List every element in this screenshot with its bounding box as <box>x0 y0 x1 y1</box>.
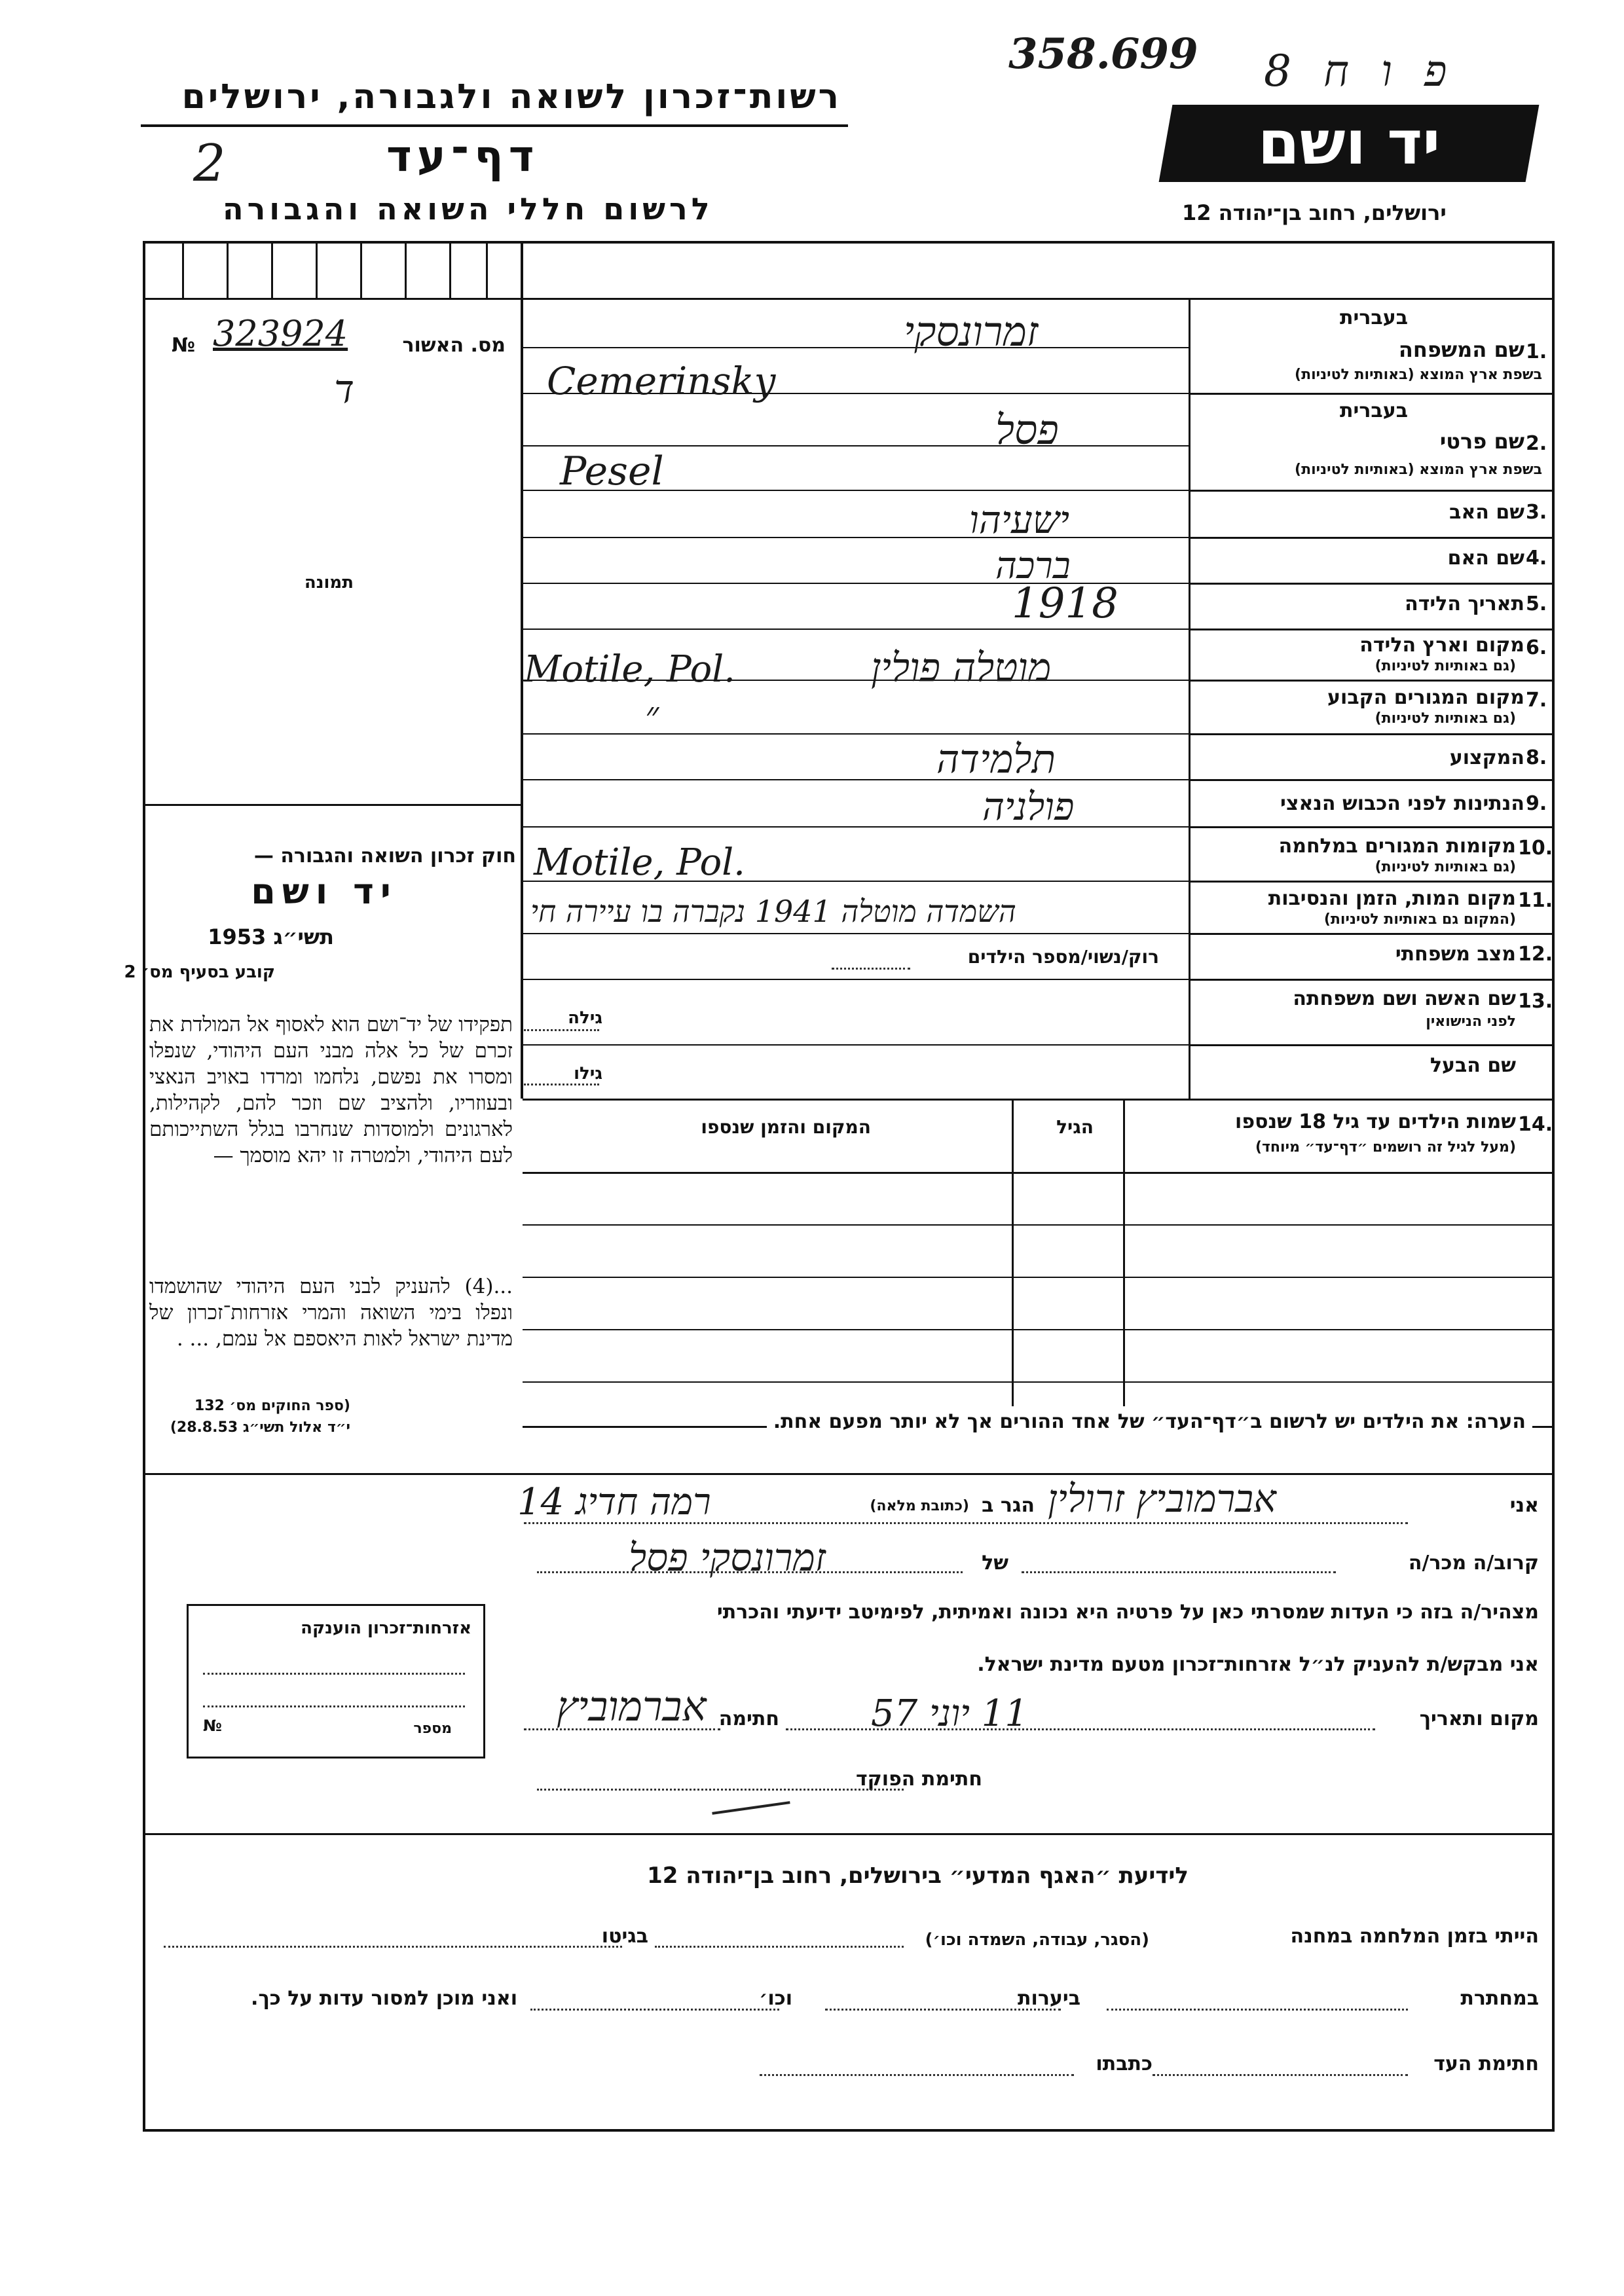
citizenship-title: אזרחות־זכרון הוענקה <box>301 1618 471 1638</box>
field8-value[interactable]: תלמידה <box>936 737 1056 782</box>
decl-address[interactable]: רמה חדיג 14 <box>517 1481 711 1523</box>
field6-value-latin[interactable]: Motile, Pol. <box>524 648 735 691</box>
field3-num: 3. <box>1526 501 1547 524</box>
field12-value: רוק/נשוי/מספר הילדים <box>967 946 1159 968</box>
children-title: שמות הילדים עד גיל 18 שנספו <box>1235 1110 1516 1133</box>
field10-sub: (גם באותיות לטיניות) <box>1375 859 1516 875</box>
footer-line1-a: הייתי בזמן המלחמה במחנה <box>1290 1925 1539 1948</box>
photo-label: תמונה <box>304 573 354 592</box>
form-frame <box>143 241 1555 2132</box>
footer-line1-c: בגיטו <box>601 1925 648 1948</box>
field4-label: שם האם <box>1447 547 1524 570</box>
field4-value[interactable]: ברכה <box>995 545 1071 587</box>
field5-label: תאריך הלידה <box>1405 592 1524 615</box>
registration-number: 323924 <box>213 313 348 354</box>
field12-label: מצב משפחתי <box>1395 943 1516 966</box>
field1-sub: בשפת ארץ המוצא (באותיות לטיניות) <box>1295 367 1542 383</box>
field3-label: שם האב <box>1449 501 1524 524</box>
no-symbol: № <box>172 334 196 357</box>
law-para2: ...(4) להעניק לבני העם היהודי שהושמדו ונפלו בימי השואה והמרי אזרחות־זכרון של מדינת ישראל לאות היאספם אל עמם, ... . <box>149 1275 513 1351</box>
field2-value-he[interactable]: פסל <box>995 406 1059 454</box>
decl-lives-at: הגר ב <box>982 1494 1035 1517</box>
address: ירושלים, רחוב בן־יהודה 12 <box>1182 200 1447 225</box>
decl-relative-of[interactable]: זמרונסקי פסל <box>629 1535 826 1580</box>
field9-num: 9. <box>1526 792 1547 815</box>
footer-title: לידיעת ״האגף המדעי״ בירושלים, רחוב בן־יהודה 12 <box>647 1863 1189 1889</box>
law-source1: (ספר החוקים מס׳ 132 <box>194 1398 350 1414</box>
children-sub: (מעל לגיל זה רושמים ״דף־עד״ מיוחד) <box>1255 1139 1516 1156</box>
field7-num: 7. <box>1526 689 1547 712</box>
logo-text: יד ושם <box>1257 108 1441 178</box>
field2-label: שם פרטי <box>1439 429 1524 454</box>
field7-label: מקום המגורים הקבוע <box>1327 686 1524 709</box>
footer-line1-b: (הסגר, עבודה, השמדה וכו׳) <box>925 1930 1149 1950</box>
top-note-letters: פ ו ח 8 <box>1264 46 1456 96</box>
field9-value[interactable]: פולניה <box>982 784 1075 829</box>
yad-vashem-logo <box>1159 105 1540 182</box>
decl-signature-label: חתימה <box>718 1707 779 1730</box>
decl-place-date[interactable]: 11 יוני 57 <box>871 1692 1029 1735</box>
decl-statement1: מצהיר/ה בזה כי העדות שמסרתי כאן על פרטיה היא נכונה ואמיתית, לפימיטב ידיעתי והכרתי <box>716 1601 1539 1624</box>
field2-sub: בשפת ארץ המוצא (באותיות לטיניות) <box>1295 462 1542 478</box>
field10-value-latin[interactable]: Motile, Pol. <box>534 841 745 884</box>
field1-tag: בעברית <box>1340 306 1408 329</box>
decl-of: של <box>982 1552 1008 1575</box>
decl-place-date-label: מקום ותאריך <box>1419 1707 1539 1730</box>
registration-label: מס. האשור <box>402 334 506 357</box>
citizenship-number-label: מספר <box>413 1721 452 1737</box>
footer-line2-b: ביערות <box>1018 1987 1080 2010</box>
field11-value[interactable]: השמדה מוטלה 1941 נקברה בו עיירה חי <box>530 894 1016 929</box>
decl-official-label: חתימת הפוקד <box>856 1768 982 1791</box>
field1-num: 1. <box>1526 340 1547 363</box>
field7-sub: (גם באותיות לטיניות) <box>1375 710 1516 727</box>
field13-sub: לפני הנישואין <box>1426 1013 1516 1030</box>
field11-sub: (המקום גם באותיות לטיניות) <box>1323 911 1516 928</box>
citizenship-no-symbol: № <box>203 1717 222 1735</box>
husband-age-label: גילו <box>574 1064 602 1084</box>
field6-value-he[interactable]: מוטלה פולין <box>871 645 1052 691</box>
field1-value-he[interactable]: זמרונסקי <box>904 308 1039 355</box>
field2-num: 2. <box>1526 432 1547 455</box>
footer-line2-c: וכו׳ <box>759 1987 792 2010</box>
form-subtitle: לרשום חללי השואה והגבורה <box>223 191 714 227</box>
decl-ani: אני <box>1509 1494 1539 1517</box>
decl-relative: קרוב/ה מכר/ה <box>1408 1552 1539 1575</box>
decl-signature[interactable]: אברמוביץ <box>557 1683 707 1730</box>
decl-statement2: אני מבקש/ת להעניק לנ״ל אזרחות־זכרון מטעם מדינת ישראל. <box>977 1653 1539 1676</box>
field10-num: 10. <box>1518 837 1553 860</box>
field8-num: 8. <box>1526 746 1547 769</box>
note: הערה: את הילדים יש לרשום ב״דף־העד״ של אחד ההורים אך לא יותר מפעם אחת. <box>767 1406 1532 1437</box>
law-para1: תפקידו של יד־ושם הוא לאסוף אל המולדת את זכרם של כל אלה מבני העם היהודי, שנפלו ומסרו את נפשם, נלחמו ומרדו באויב הנאצי ובעוזריו, ולהציב שם וזכר להם, לקהילות, לארגונים ולמוסדות שנחרבו בגלל השתייכותם לעם היהודי, ולמטרה זו יהא מוסמך — <box>149 1013 513 1167</box>
field4-num: 4. <box>1526 547 1547 570</box>
footer-line2-a: במחתרת <box>1460 1987 1539 2010</box>
children-num: 14. <box>1518 1113 1553 1136</box>
law-title: חוק זכרון השואה והגבורה — <box>253 845 516 867</box>
law-year: תשי״ג 1953 <box>208 924 334 949</box>
field2-value-latin[interactable]: Pesel <box>560 448 664 494</box>
field10-label: מקומות המגורים במלחמה <box>1278 835 1516 858</box>
children-col-place: המקום והזמן שנספו <box>701 1116 871 1138</box>
husband-label: שם הבעל <box>1430 1054 1516 1077</box>
field6-num: 6. <box>1526 636 1547 659</box>
footer-line3-b: כתבתו <box>1096 2052 1153 2075</box>
header-rule <box>141 124 848 127</box>
field6-label: מקום וארץ הלידה <box>1359 634 1524 657</box>
children-col-age: הגיל <box>1056 1116 1094 1138</box>
form-title: דף־עד <box>386 131 540 181</box>
registration-mark: ד <box>334 367 354 412</box>
field13-age-label: גילה <box>568 1008 602 1028</box>
field3-value[interactable]: ישעיהו <box>969 498 1070 542</box>
field13-label: שם האשה ושם משפחתה <box>1293 987 1516 1010</box>
field8-label: המקצוע <box>1449 746 1524 769</box>
field6-sub: (גם באותיות לטיניות) <box>1375 658 1516 674</box>
field13-num: 13. <box>1518 990 1553 1013</box>
field11-num: 11. <box>1518 889 1553 912</box>
law-name: יד ושם <box>251 871 397 912</box>
top-note-number: 358.699 <box>1008 29 1198 79</box>
footer-line2-d: ואני מוכן למסור עדות על כך. <box>251 1987 517 2010</box>
field12-num: 12. <box>1518 943 1553 966</box>
field7-value[interactable]: ״ <box>645 694 659 737</box>
field1-value-latin[interactable]: Cemerinsky <box>547 359 776 403</box>
field5-value[interactable]: 1918 <box>1012 579 1118 628</box>
law-section: קובע בסעיף מס׳ 2 <box>124 962 275 982</box>
decl-declarant[interactable]: אברמוביץ זרולין <box>1048 1476 1276 1521</box>
field2-tag: בעברית <box>1340 399 1408 422</box>
law-source2: י״ד אלול תשי״ג 28.8.53) <box>170 1419 350 1436</box>
field9-label: הנתינות לפני הכבוש הנאצי <box>1280 792 1524 815</box>
official-signature-mark <box>703 1736 790 1815</box>
decl-lives-sub: (כתובת מלאה) <box>870 1498 969 1514</box>
field11-label: מקום המות, הזמן והנסיבות <box>1268 887 1516 910</box>
field1-label: שם המשפחה <box>1398 337 1524 362</box>
authority-header: רשות־זכרון לשואה ולגבורה, ירושלים <box>181 77 841 117</box>
footer-line3-a: חתימת העד <box>1433 2052 1539 2075</box>
left-marker: 2 <box>193 134 226 193</box>
field5-num: 5. <box>1526 592 1547 615</box>
